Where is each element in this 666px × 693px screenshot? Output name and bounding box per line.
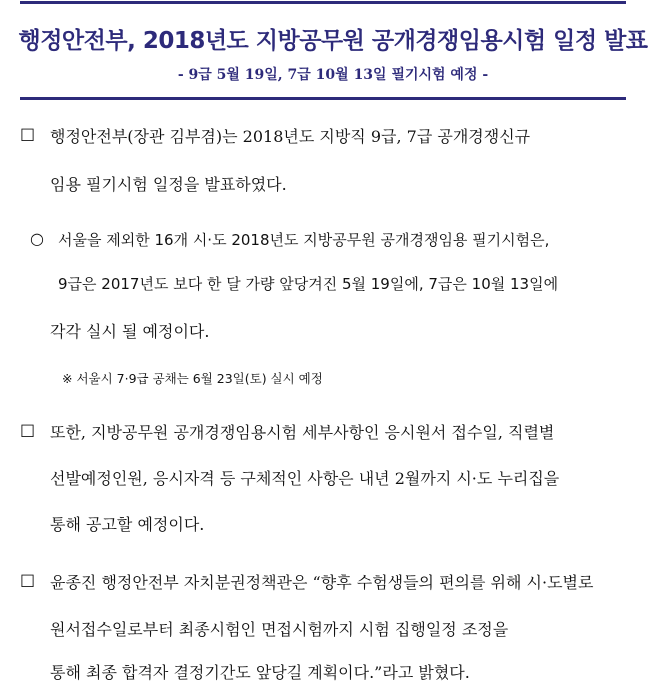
paragraph-2-line-1: 서울을 제외한 16개 시·도 2018년도 지방공무원 공개경쟁임용 필기시험은, [58, 231, 550, 249]
paragraph-4-line-2: 원서접수일로부터 최종시험인 면접시험까지 시험 집행일정 조정을 [50, 620, 509, 639]
header-bottom-rule [20, 97, 626, 100]
paragraph-4-line-3: 통해 최종 합격자 결정기간도 앞당길 계획이다.”라고 밝혔다. [50, 663, 470, 682]
square-bullet-icon: □ [20, 420, 36, 439]
page-subtitle: - 9급 5월 19일, 7급 10월 13일 필기시험 예정 - [177, 67, 489, 83]
paragraph-3-line-2: 선발예정인원, 응시자격 등 구체적인 사항은 내년 2월까지 시·도 누리집을 [50, 469, 560, 488]
paragraph-1-line-1: 행정안전부(장관 김부겸)는 2018년도 지방직 9급, 7급 공개경쟁신규 [50, 127, 531, 146]
paragraph-1-line-2: 임용 필기시험 일정을 발표하였다. [50, 175, 287, 194]
header-top-rule [20, 1, 626, 4]
square-bullet-icon: □ [20, 124, 36, 143]
paragraph-4-line-1: 윤종진 행정안전부 자치분권정책관은 “향후 수험생들의 편의를 위해 시·도별로 [50, 573, 594, 592]
footnote: ※ 서울시 7·9급 공채는 6월 23일(토) 실시 예정 [62, 371, 323, 386]
paragraph-2-line-2: 9급은 2017년도 보다 한 달 가량 앞당겨진 5월 19일에, 7급은 10월 13일에 [58, 275, 559, 293]
paragraph-3-line-3: 통해 공고할 예정이다. [50, 515, 205, 534]
paragraph-3-line-1: 또한, 지방공무원 공개경쟁임용시험 세부사항인 응시원서 접수일, 직렬별 [50, 423, 555, 442]
square-bullet-icon: □ [20, 570, 36, 589]
paragraph-2-line-3: 각각 실시 될 예정이다. [50, 322, 210, 341]
page-title: 행정안전부, 2018년도 지방공무원 공개경쟁임용시험 일정 발표 [18, 28, 648, 54]
circle-bullet-icon: ○ [30, 229, 44, 248]
